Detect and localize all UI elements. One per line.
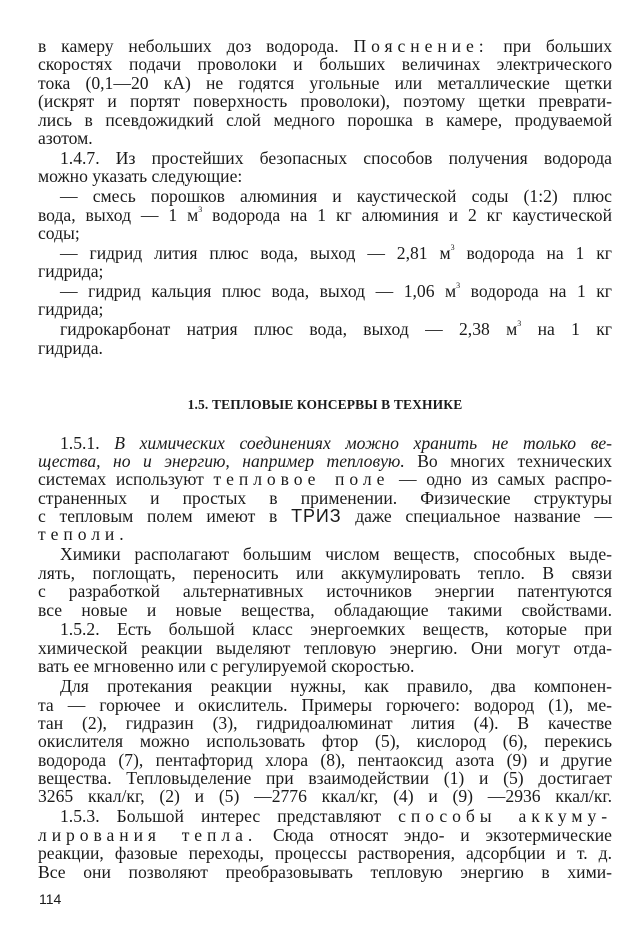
text-segment: скоростях подачи проволоки и больших величинах электрического — [38, 54, 612, 75]
text-line — [38, 339, 612, 357]
text-line — [38, 434, 612, 452]
text-line — [38, 224, 612, 242]
text-segment: системах используют — [38, 469, 214, 490]
text-segment: гидрида; — [38, 299, 104, 320]
text-line — [38, 525, 612, 543]
text-line — [38, 620, 612, 638]
text-segment: вать ее мгновенно или с регулируемой скоростью. — [38, 656, 415, 677]
text-segment: водорода на 1 кг алюминия и 2 кг каустической — [202, 204, 613, 225]
text-line — [38, 452, 612, 470]
text-line — [38, 545, 612, 563]
text-line — [38, 732, 612, 750]
text-segment: все новые и новые вещества, обладающие такими свойствами. — [38, 599, 612, 620]
text-line — [38, 787, 612, 805]
text-line — [38, 714, 612, 732]
text-segment: вещества. Тепловыделение при взаимодействии (1) и (5) достигает — [38, 768, 612, 789]
text-line — [38, 187, 612, 205]
text-line — [38, 167, 612, 185]
text-segment: страненных и простых в применении. Физические структуры — [38, 487, 612, 508]
text-segment: лись в псевдожидкий слой медного порошка в камере, продуваемой — [38, 109, 612, 130]
text-segment: при больших — [488, 36, 612, 56]
text-line — [38, 320, 612, 338]
text-segment: (искрят и портят поверхность проволоки), поэтому щетки преврати- — [38, 91, 612, 112]
page-number: 114 — [39, 891, 62, 907]
text-segment: Сюда относят эндо- и экзотермические — [257, 824, 612, 845]
text-segment: химической реакции выделяют тепловую энергию. Они могут отда- — [38, 637, 612, 658]
text-segment: водорода на 1 кг — [460, 281, 613, 302]
superscript: 3 — [517, 319, 522, 329]
spaced-emphasis-text: теполи. — [38, 524, 129, 545]
text-segment: гидрида; — [38, 261, 104, 282]
text-segment: в камеру небольших доз водорода. — [38, 36, 354, 56]
paragraph — [38, 677, 612, 806]
superscript: 3 — [198, 204, 203, 214]
text-line — [38, 37, 612, 55]
text-segment: водорода (7), пентафторид хлора (8), пентаоксид азота (9) и другие — [38, 749, 612, 770]
text-segment: Для протекания реакции нужны, как правило, два компонен- — [60, 676, 612, 697]
text-line — [38, 769, 612, 787]
text-line — [38, 657, 612, 675]
text-segment: азотом. — [38, 127, 93, 148]
text-segment: окислителя можно использовать фтор (5), кислород (6), перекись — [38, 731, 612, 752]
text-segment: соды; — [38, 222, 80, 243]
text-segment: — гидрид лития плюс вода, выход — 2,81 м — [60, 242, 451, 263]
text-line — [38, 507, 612, 525]
text-line — [38, 149, 612, 167]
text-segment: 1.4.7. Из простейших безопасных способов получения водорода — [60, 147, 612, 168]
text-segment: гидрида. — [38, 337, 103, 358]
spaced-emphasis-text: тепловое поле — [213, 469, 390, 490]
text-line — [38, 92, 612, 110]
text-line — [38, 639, 612, 657]
text-segment: 1.5.1. — [60, 432, 115, 453]
text-segment: 3265 ккал/кг, (2) и (5) —2776 ккал/кг, (4) и (9) —2936 ккал/кг. — [38, 786, 612, 807]
text-segment: Все они позволяют преобразовывать тепловую энергию в хими- — [38, 861, 612, 882]
text-segment: гидрокарбонат натрия плюс вода, выход — 2,38 м — [60, 319, 518, 340]
text-line — [38, 244, 612, 262]
text-line — [38, 601, 612, 619]
text-line — [38, 262, 612, 280]
text-line — [38, 564, 612, 582]
text-segment: тан (2), гидразин (3), гидридоалюминат лития (4). В качестве — [38, 712, 612, 733]
text-line — [38, 74, 612, 92]
text-line — [38, 55, 612, 73]
paragraph — [38, 545, 612, 619]
text-line — [38, 489, 612, 507]
page-body — [38, 37, 612, 881]
text-segment: вода, выход — 1 м — [38, 204, 199, 225]
text-segment: та — горючее и окислитель. Примеры горючего: водород (1), ме- — [38, 694, 612, 715]
paragraph — [38, 244, 612, 281]
text-segment: на 1 кг — [521, 319, 612, 340]
text-line — [38, 863, 612, 881]
spaced-emphasis-text: способы аккуму- — [398, 806, 612, 827]
text-segment: 1.5.3. Большой интерес представляют — [60, 806, 399, 827]
text-line — [38, 696, 612, 714]
text-segment: водорода на 1 кг — [454, 242, 613, 263]
text-segment: Химики располагают большим числом веществ, способных выде- — [60, 544, 612, 565]
paragraph — [38, 37, 612, 147]
text-segment: даже специальное название — — [341, 506, 612, 527]
text-line — [38, 844, 612, 862]
text-segment: — смесь порошков алюминия и каустической соды (1:2) плюс — [60, 186, 612, 207]
text-line — [38, 582, 612, 600]
superscript: 3 — [450, 242, 455, 252]
text-line — [38, 206, 612, 224]
paragraph — [38, 149, 612, 186]
paragraph — [38, 620, 612, 675]
text-segment: лять, поглощать, переносить или аккумулировать тепло. В связи — [38, 562, 612, 583]
text-segment: Во многих технических — [404, 450, 612, 471]
acronym: ТРИЗ — [291, 506, 342, 527]
text-line — [38, 677, 612, 695]
text-line — [38, 826, 612, 844]
text-line — [38, 129, 612, 147]
text-line — [38, 807, 612, 825]
text-line — [38, 751, 612, 769]
text-line — [38, 300, 612, 318]
text-segment: с тепловым полем имеют в — [38, 506, 292, 527]
text-segment: реакции, фазовые переходы, процессы растворения, адсорбции и т. д. — [38, 843, 612, 864]
text-segment: — одно из самых распро- — [389, 469, 612, 490]
text-line — [38, 282, 612, 300]
text-segment: можно указать следующие: — [38, 166, 243, 187]
text-segment: — гидрид кальция плюс вода, выход — 1,06 м — [60, 281, 457, 302]
section-heading: 1.5. ТЕПЛОВЫЕ КОНСЕРВЫ В ТЕХНИКЕ — [187, 397, 463, 413]
paragraph — [38, 187, 612, 242]
paragraph — [38, 434, 612, 544]
paragraph — [38, 282, 612, 319]
spaced-emphasis-text: лирования тепла. — [38, 824, 258, 845]
text-segment: тока (0,1—20 кА) не годятся угольные или металлические щетки — [38, 72, 612, 93]
italic-text: щества, но и энергию, например тепловую. — [38, 450, 405, 471]
spaced-emphasis-text: Пояснение: — [353, 36, 489, 56]
paragraph — [38, 807, 612, 881]
text-segment: 1.5.2. Есть большой класс энергоемких веществ, которые при — [60, 619, 612, 640]
superscript: 3 — [456, 281, 461, 291]
text-line — [38, 111, 612, 129]
italic-text: В химических соединениях можно хранить не только ве- — [114, 432, 613, 453]
text-segment: с разработкой альтернативных источников энергии патентуются — [38, 581, 612, 602]
paragraph — [38, 320, 612, 357]
text-line — [38, 470, 612, 488]
